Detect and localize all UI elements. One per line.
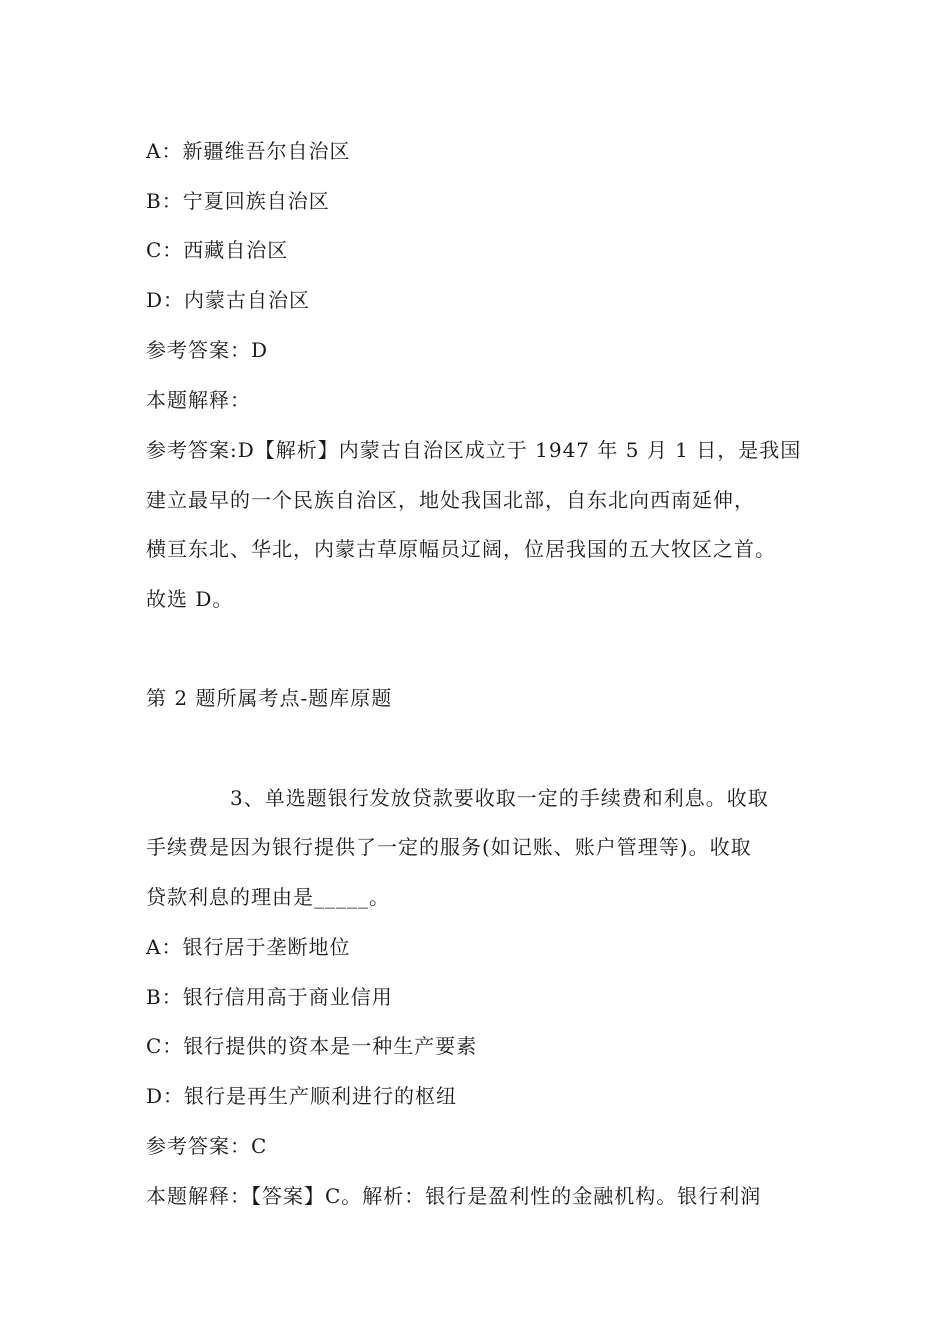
q3-option-a: A：银行居于垄断地位	[146, 935, 351, 959]
q3-explanation: 本题解释：【答案】C。解析：银行是盈利性的金融机构。银行利润	[146, 1184, 762, 1208]
q3-stem-line: 3、单选题银行发放贷款要收取一定的手续费和利息。收取	[230, 786, 769, 810]
q1-explanation-label: 本题解释：	[146, 388, 251, 412]
q1-explanation-line: 建立最早的一个民族自治区，地处我国北部，自东北向西南延伸，	[146, 488, 755, 512]
q1-option-b: B：宁夏回族自治区	[146, 189, 330, 213]
q1-option-c: C：西藏自治区	[146, 238, 289, 262]
q1-explanation-line: 参考答案:D【解析】内蒙古自治区成立于 1947 年 5 月 1 日，是我国	[146, 438, 802, 462]
q3-option-c: C：银行提供的资本是一种生产要素	[146, 1034, 478, 1058]
q3-answer: 参考答案：C	[146, 1134, 268, 1158]
q1-option-a: A：新疆维吾尔自治区	[146, 139, 351, 163]
q2-source-note: 第 2 题所属考点-题库原题	[146, 686, 393, 710]
q1-explanation-line: 横亘东北、华北，内蒙古草原幅员辽阔，位居我国的五大牧区之首。	[146, 537, 776, 561]
q3-option-b: B：银行信用高于商业信用	[146, 985, 393, 1009]
q1-explanation-line: 故选 D。	[146, 587, 234, 611]
q1-option-d: D：内蒙古自治区	[146, 288, 311, 312]
q3-stem-line: 贷款利息的理由是_____。	[146, 885, 390, 909]
q3-option-d: D：银行是再生产顺利进行的枢纽	[146, 1084, 458, 1108]
q3-stem-line: 手续费是因为银行提供了一定的服务(如记账、账户管理等)。收取	[146, 835, 752, 859]
q1-answer: 参考答案：D	[146, 338, 269, 362]
